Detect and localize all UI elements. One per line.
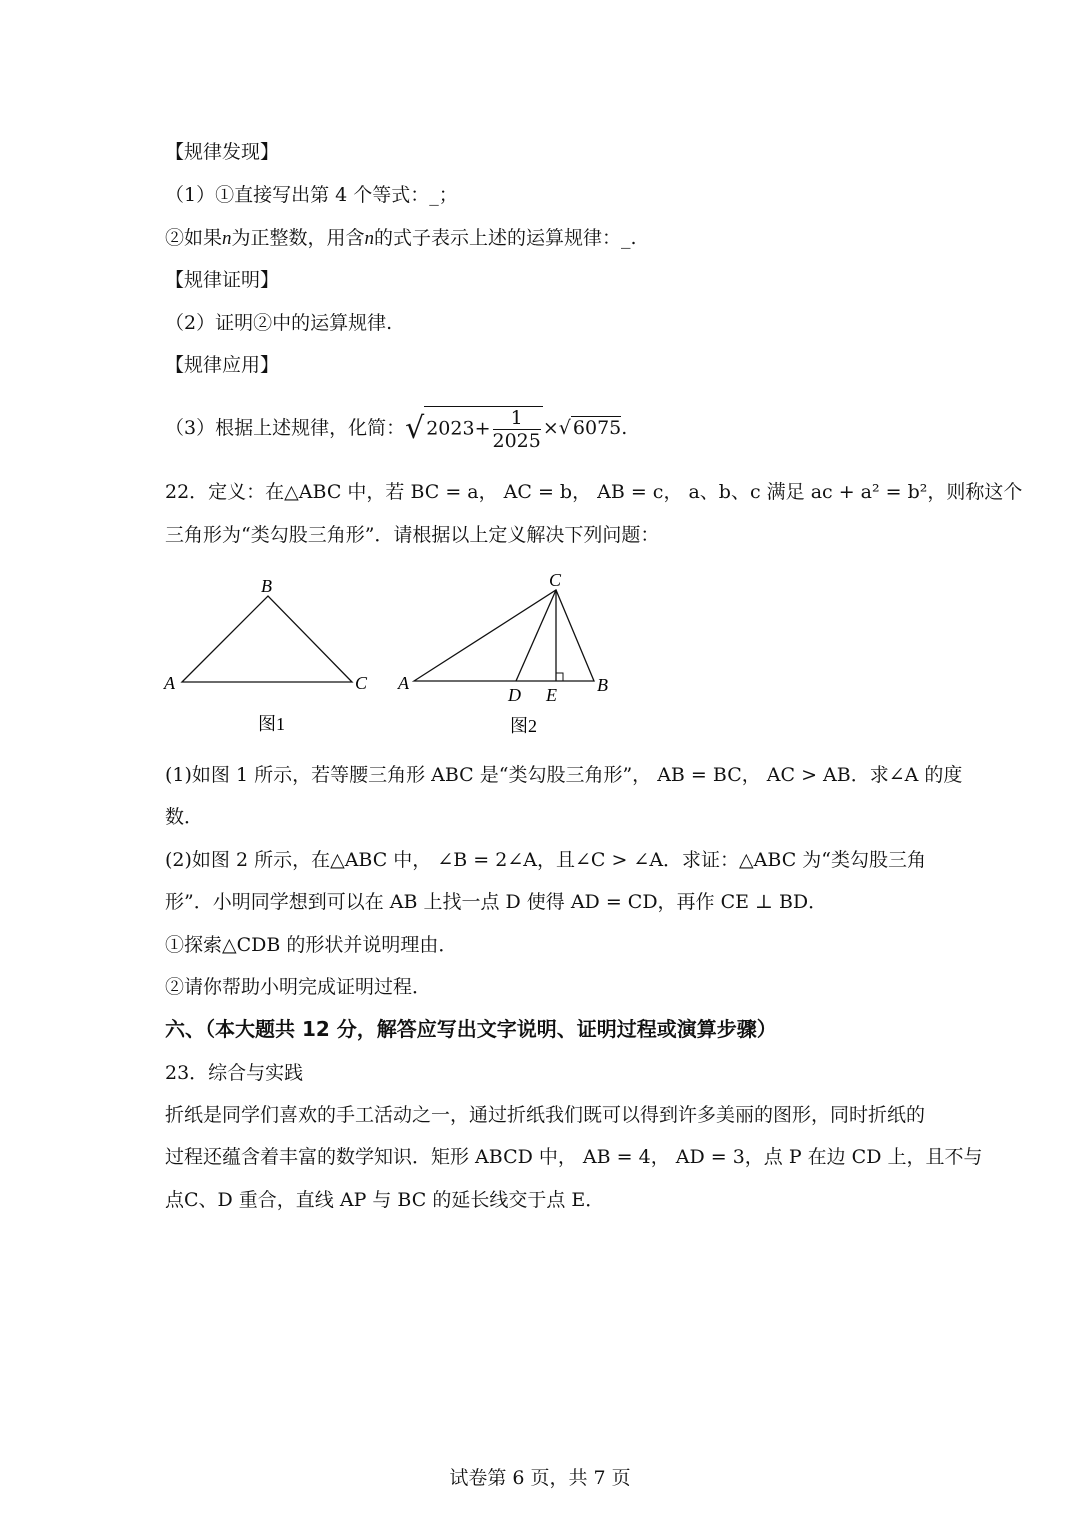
question-22-2-part-1: ①探索△CDB 的形状并说明理由． (165, 934, 458, 956)
question-22-1-line-2: 数． (165, 806, 204, 828)
times-sign: × (542, 417, 559, 439)
fraction-numerator: 1 (493, 407, 541, 430)
question-22-line-1: 22．定义：在△ABC 中，若 BC = a， AC = b， AB = c， a、b、c 满足 ac + a² = b²，则称这个 (165, 481, 1023, 503)
figure-2 (397, 570, 608, 736)
figure-1 (163, 576, 368, 734)
fraction-denominator: 2025 (492, 430, 541, 452)
fig2-label-c: C (549, 570, 562, 590)
q1-2-var-n: n (222, 228, 232, 249)
figures (0, 560, 1080, 750)
triangle-abc (182, 596, 352, 682)
question-2: （2）证明②中的运算规律. (165, 312, 393, 334)
segment-cd (516, 590, 556, 681)
question-22-line-2: 三角形为“类勾股三角形”．请根据以上定义解决下列问题： (165, 524, 660, 546)
fig1-caption: 图1 (258, 714, 285, 734)
fig2-label-a: A (398, 673, 409, 693)
fig2-label-d: D (508, 685, 521, 705)
question-23-line-3: 点C、D 重合，直线 AP 与 BC 的延长线交于点 E． (165, 1189, 605, 1211)
q3-a: 2023+ (426, 417, 491, 440)
sqrt-icon-2: √ (558, 417, 571, 439)
section-apply: 【规律应用】 (165, 354, 280, 376)
q3-end: . (621, 417, 628, 439)
question-1-1: （1）①直接写出第 4 个等式：_； (165, 184, 458, 206)
q1-2-var-n2: n (364, 228, 375, 249)
q1-2-text-b: 为正整数，用含 (231, 227, 365, 249)
question-23-line-1: 折纸是同学们喜欢的手工活动之一，通过折纸我们既可以得到许多美丽的图形，同时折纸的 (165, 1104, 926, 1126)
fig1-label-b: B (261, 576, 272, 596)
question-1-2 (165, 225, 637, 252)
fig1-label-c: C (355, 673, 368, 693)
sqrt-radicand (424, 406, 543, 452)
q3-prefix: （3）根据上述规律，化简： (165, 417, 406, 439)
fig1-label-a: A (164, 673, 175, 693)
triangle-abc-2 (414, 590, 594, 681)
section-proof: 【规律证明】 (165, 269, 280, 291)
fraction (493, 407, 541, 452)
fig2-caption: 图2 (510, 716, 537, 736)
fig2-label-b: B (597, 675, 608, 695)
sqrt-icon: √ (405, 411, 425, 446)
sqrt-radicand-2: 6075 (572, 417, 622, 439)
question-22-2-line-1: (2)如图 2 所示，在△ABC 中， ∠B = 2∠A，且∠C > ∠A．求证：△ABC 为“类勾股三角 (165, 849, 926, 871)
question-22-2-part-2: ②请你帮助小明完成证明过程． (165, 976, 432, 998)
section-6-heading: 六、（本大题共 12 分，解答应写出文字说明、证明过程或演算步骤） (165, 1017, 777, 1041)
question-22-1-line-1: (1)如图 1 所示，若等腰三角形 ABC 是“类勾股三角形”， AB = BC， AC > AB．求∠A 的度 (165, 764, 963, 786)
q1-2-text-c: 的式子表示上述的运算规律：_. (374, 227, 637, 249)
q1-2-text-a: ②如果 (165, 227, 223, 249)
right-angle-mark (556, 673, 563, 681)
question-23-title: 23．综合与实践 (165, 1062, 304, 1084)
fig2-label-e: E (546, 685, 557, 705)
question-22-2-line-2: 形”．小明同学想到可以在 AB 上找一点 D 使得 AD = CD，再作 CE ⊥ BD． (165, 891, 828, 913)
question-3 (165, 398, 627, 458)
question-23-line-2: 过程还蕴含着丰富的数学知识．矩形 ABCD 中， AB = 4， AD = 3，点 P 在边 CD 上，且不与 (165, 1146, 983, 1168)
section-discover: 【规律发现】 (165, 141, 280, 163)
page-footer: 试卷第 6 页，共 7 页 (449, 1467, 631, 1489)
